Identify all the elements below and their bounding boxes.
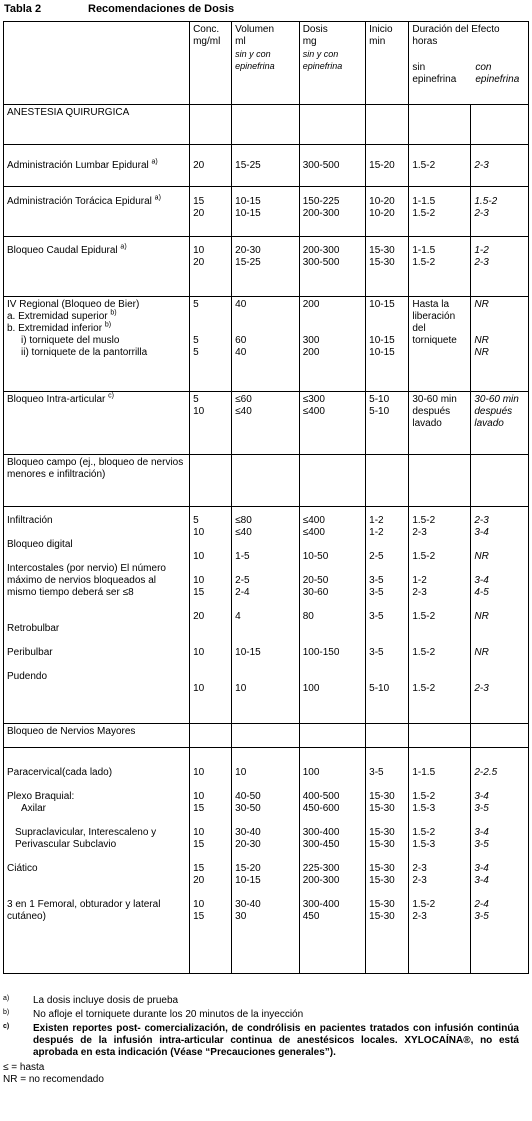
table-cell-value: 3-4 xyxy=(474,791,489,802)
table-cell-value: 10 xyxy=(193,899,205,910)
table-cell-value: 15-30 xyxy=(369,803,395,814)
iv-muslo: i) torniquete del muslo xyxy=(21,335,120,346)
table-cell-value: lavado xyxy=(412,418,442,429)
table-cell-value: 100 xyxy=(302,683,320,694)
table-cell-value: 60 xyxy=(235,335,247,346)
footnote-c-marker: c) xyxy=(3,1023,10,1030)
table-cell-value: ≤40 xyxy=(235,406,252,417)
table-cell-value: 1.5-3 xyxy=(412,803,436,814)
perivascular-label: Perivascular Subclavio xyxy=(15,839,117,850)
table-cell-value xyxy=(193,323,229,335)
table-cell-value xyxy=(303,311,363,323)
table-cell-value: ≤60 xyxy=(235,394,252,405)
table-cell-value: 2-3 xyxy=(474,515,489,526)
row-caudal: Bloqueo Caudal Epidural $^{a)}$ 10 20 20-30 15-25 200-300 300-500 15-30 15-30 1-1.5 1.5-2 1-2 2-3 xyxy=(4,237,529,297)
table-cell-value: 3-4 xyxy=(474,575,489,586)
table-cell-value: 10-15 xyxy=(235,647,261,658)
table-cell-value: 15-30 xyxy=(369,827,395,838)
table-cell-value: 200-300 xyxy=(302,208,340,219)
table-cell-value: Inicio xyxy=(369,24,393,35)
table-cell-value: 1.5-2 xyxy=(412,611,436,622)
table-cell-value: del xyxy=(412,323,426,334)
table-cell-value: 10 xyxy=(193,827,205,838)
table-cell-value: 5 xyxy=(193,335,199,346)
footnote-b-text: No afloje el torniquete durante los 20 minutos de la inyección xyxy=(33,1009,304,1020)
table-cell-value: 1-2 xyxy=(412,575,427,586)
table-cell-value: 10-20 xyxy=(369,196,395,207)
table-cell-value: 30-40 xyxy=(235,899,261,910)
retrobulbar-label: Retrobulbar xyxy=(7,623,60,634)
table-cell-value: 15-25 xyxy=(235,160,261,171)
table-cell-value: 5 xyxy=(193,394,199,405)
table-cell-value: 5 xyxy=(193,515,199,526)
table-cell-value: NR xyxy=(474,647,489,658)
table-cell-value: 10 xyxy=(235,683,247,694)
table-cell-value: después xyxy=(474,406,513,417)
table-cell-value: después xyxy=(412,406,451,417)
table-cell-value: 10-15 xyxy=(369,299,395,310)
table-cell-value: epinefrina xyxy=(475,74,520,85)
table-cell-value: 1.5-2 xyxy=(412,683,436,694)
table-cell-value: 5 xyxy=(193,347,199,358)
bloqueo-campo-label: Bloqueo campo (ej., bloqueo de nervios menores e infiltración) xyxy=(7,457,184,480)
table-cell-value: 15-30 xyxy=(369,875,395,886)
table-cell-value: 1-1.5 xyxy=(412,245,436,256)
table-cell-value: 2-2.5 xyxy=(474,767,498,778)
legend-hasta: ≤ = hasta xyxy=(3,1062,45,1073)
supraclavicular-label: Supraclavicular, Interescaleno y xyxy=(15,827,157,838)
table-cell-value: sin y con xyxy=(302,49,339,59)
header-duracion-label: Duración del Efecto xyxy=(412,24,500,35)
table-cell-value: 3-5 xyxy=(369,767,384,778)
table-cell-value: 3-4 xyxy=(474,875,489,886)
table-cell-value xyxy=(303,323,363,335)
table-cell-value: 20-30 xyxy=(235,245,261,256)
table-cell-value: ml xyxy=(235,36,246,47)
table-cell-value: 450-600 xyxy=(302,803,340,814)
table-cell-value: 5-10 xyxy=(369,394,390,405)
table-cell-value: 1-1.5 xyxy=(412,196,436,207)
table-cell-value: 2-3 xyxy=(474,208,489,219)
table-label: Tabla 2 xyxy=(4,3,42,15)
table-cell-value: 20 xyxy=(193,257,205,268)
iv-label: IV Regional (Bloqueo de Bier) xyxy=(7,299,140,310)
table-cell-value: 300-400 xyxy=(302,899,340,910)
table-cell-value xyxy=(412,347,468,359)
table-cell-value: 20 xyxy=(193,160,205,171)
table-title: Recomendaciones de Dosis xyxy=(88,3,235,15)
paracervical-label: Paracervical(cada lado) xyxy=(7,767,113,778)
table-cell-value xyxy=(474,323,526,335)
table-cell-value: 15-30 xyxy=(369,257,395,268)
table-cell-value: 1.5-2 xyxy=(412,208,436,219)
table-cell-value: 10 xyxy=(193,647,205,658)
table-cell-value: min xyxy=(369,36,386,47)
header-con-epi xyxy=(475,62,519,86)
iv-pantorrilla: ii) torniquete de la pantorrilla xyxy=(21,347,148,358)
table-cell-value: 30-60 xyxy=(302,587,329,598)
table-cell-value: lavado xyxy=(474,418,504,429)
table-cell-value: 10 xyxy=(193,767,205,778)
table-cell-value: 200-300 xyxy=(302,875,340,886)
table-cell-value xyxy=(369,311,406,323)
table-cell-value: mg/ml xyxy=(193,36,221,47)
table-cell-value: 400-500 xyxy=(302,791,340,802)
header-sin-epi xyxy=(412,62,456,86)
table-cell-value: 30-40 xyxy=(235,827,261,838)
axilar-label: Axilar xyxy=(21,803,47,814)
table-cell-value: 40-50 xyxy=(235,791,261,802)
table-cell-value: sin xyxy=(412,62,426,73)
footnotes xyxy=(3,995,519,1086)
table-cell-value: 40 xyxy=(235,299,247,310)
table-cell-value: 10 xyxy=(193,575,205,586)
footnote-c xyxy=(3,1023,519,1059)
table-cell-value: 1.5-3 xyxy=(412,839,436,850)
table-cell-value: 3-5 xyxy=(369,647,384,658)
table-cell-value: 3-5 xyxy=(369,575,384,586)
table-cell-value: 1.5-2 xyxy=(474,196,498,207)
table-cell-value: 10 xyxy=(193,245,205,256)
table-cell-value: 3-5 xyxy=(369,611,384,622)
table-cell-value: 1.5-2 xyxy=(412,551,436,562)
table-cell-value: 450 xyxy=(302,911,320,922)
table-cell-value: 1-2 xyxy=(369,515,384,526)
table-cell-value: 10 xyxy=(193,791,205,802)
table-cell-value: 200 xyxy=(302,347,320,358)
table-cell-value: 3-4 xyxy=(474,527,489,538)
table-cell-value: 200 xyxy=(302,299,320,310)
table-cell-value xyxy=(235,323,297,335)
intra-articular-label: Bloqueo Intra-articular xyxy=(7,394,106,405)
table-cell-value: 15 xyxy=(193,803,205,814)
table-cell-value: ≤40 xyxy=(235,527,252,538)
table-cell-value: 15-30 xyxy=(369,899,395,910)
table-cell-value xyxy=(474,311,526,323)
table-cell-value: 30-60 min xyxy=(412,394,457,405)
table-cell-value: 2-3 xyxy=(412,527,427,538)
table-cell-value: ≤400 xyxy=(302,527,325,538)
table-cell-value: 3-5 xyxy=(369,587,384,598)
legend-nr: NR = no recomendado xyxy=(3,1074,104,1085)
table-cell-value: ≤300 xyxy=(302,394,325,405)
table-cell-value: NR xyxy=(474,299,489,310)
caudal-label: Bloqueo Caudal Epidural xyxy=(7,245,118,256)
dose-table xyxy=(3,21,529,974)
table-cell-value: 5 xyxy=(193,299,199,310)
footnote-a-marker: a) xyxy=(3,995,10,1002)
table-cell-value xyxy=(235,311,297,323)
table-cell-value: Hasta la xyxy=(412,299,450,310)
digital-label: Bloqueo digital xyxy=(7,539,73,550)
table-cell-value: 1.5-2 xyxy=(412,515,436,526)
footnote-a xyxy=(3,995,519,1007)
table-cell-value: 2-3 xyxy=(412,587,427,598)
table-cell-value xyxy=(369,323,406,335)
table-cell-value: 40 xyxy=(235,347,247,358)
table-cell-value: mg xyxy=(302,36,317,47)
table-cell-value: 300-400 xyxy=(302,827,340,838)
table-cell-value: 10-20 xyxy=(369,208,395,219)
table-cell-value: 10-15 xyxy=(369,347,395,358)
footnote-c-text: Existen reportes post- comercialización, de condrólisis en pacientes tratados con infusión continúa después de la infusión intra-articular continua de anestésicos locales. XYLOCAÍNA®, no está aprobada en esta indicación (Véase “Precauciones generales”). xyxy=(33,1023,519,1058)
table-cell-value: 2-4 xyxy=(474,899,489,910)
header-empty xyxy=(4,22,190,105)
table-cell-value: torniquete xyxy=(412,335,457,346)
table-cell-value: 10 xyxy=(193,527,205,538)
table-cell-value: 1-2 xyxy=(369,527,384,538)
table-cell-value: 20 xyxy=(193,875,205,886)
table-cell-value: 10-15 xyxy=(235,875,261,886)
table-cell-value: 2-3 xyxy=(474,160,489,171)
table-cell-value: 10-15 xyxy=(235,196,261,207)
footnote-a-text: La dosis incluye dosis de prueba xyxy=(33,995,179,1006)
lumbar-label: Administración Lumbar Epidural xyxy=(7,160,149,171)
table-cell-value: 15-20 xyxy=(369,160,395,171)
iv-extremidad-inferior: b. Extremidad inferior xyxy=(7,323,103,334)
table-cell-value: 2-5 xyxy=(369,551,384,562)
table-cell-value: 10 xyxy=(193,406,205,417)
table-cell-value: 4 xyxy=(235,611,241,622)
table-cell-value: 10 xyxy=(193,551,205,562)
plexo-label: Plexo Braquial: xyxy=(7,791,75,802)
table-cell-value: ≤400 xyxy=(302,406,325,417)
table-cell-value: 2-4 xyxy=(235,587,250,598)
table-cell-value: epinefrina xyxy=(235,61,275,71)
table-cell-value: 10 xyxy=(235,767,247,778)
table-cell-value: 80 xyxy=(302,611,314,622)
table-cell-value: 15 xyxy=(193,863,205,874)
table-cell-value: 300 xyxy=(302,335,320,346)
table-cell-value: 20-30 xyxy=(235,839,261,850)
infiltracion-label: Infiltración xyxy=(7,515,53,526)
table-cell-value: 1.5-2 xyxy=(412,791,436,802)
table-cell-value: 2-3 xyxy=(412,863,427,874)
table-cell-value: 2-3 xyxy=(474,257,489,268)
table-cell-value: 15-20 xyxy=(235,863,261,874)
row-lumbar: Administración Lumbar Epidural $^{a)}$ 20 15-25 300-500 15-20 1.5-2 2-3 xyxy=(4,145,529,187)
table-cell-value: 30 xyxy=(235,911,247,922)
table-cell-value: NR xyxy=(474,551,489,562)
nervios-mayores-title: Bloqueo de Nervios Mayores xyxy=(7,726,136,737)
table-cell-value: 15 xyxy=(193,196,205,207)
header-inicio xyxy=(366,22,409,105)
ciatico-label: Ciático xyxy=(7,863,38,874)
pudendo-label: Pudendo xyxy=(7,671,48,682)
row-nervios-mayores-group xyxy=(4,748,529,974)
femoral-label: 3 en 1 Femoral, obturador y lateral cutáneo) xyxy=(7,899,161,922)
table-cell-value: 100-150 xyxy=(302,647,340,658)
table-cell-value: 2-5 xyxy=(235,575,250,586)
table-cell-value: 150-225 xyxy=(302,196,340,207)
table-cell-value: 1.5-2 xyxy=(412,827,436,838)
row-iv-regional: IV Regional (Bloqueo de Bier) a. Extremidad superior $^{b)}$ b. Extremidad inferior $^{b)}$ i) torniquete del muslo ii) torniquete de la pantorrilla 5 5 5 40 60 40 200 300 200 10-15 10-15 10-15 Hasta la liberación del torniquete NR NR NR xyxy=(4,297,529,392)
table-cell-value: con xyxy=(475,62,492,73)
table-cell-value xyxy=(193,311,229,323)
row-infiltracion-group xyxy=(4,507,529,724)
table-cell-value: 1.5-2 xyxy=(412,899,436,910)
table-cell-value: 300-500 xyxy=(302,257,340,268)
table-cell-value: 15 xyxy=(193,839,205,850)
table-cell-value: 1-5 xyxy=(235,551,250,562)
table-cell-value: epinefrina xyxy=(302,61,343,71)
table-cell-value: 2-3 xyxy=(412,911,427,922)
table-cell-value: 2-3 xyxy=(412,875,427,886)
header-horas: horas xyxy=(412,36,438,47)
table-cell-value: 20 xyxy=(193,208,205,219)
table-cell-value: 3-5 xyxy=(474,839,489,850)
table-cell-value: 200-300 xyxy=(302,245,340,256)
table-cell-value: 3-5 xyxy=(474,911,489,922)
table-cell-value: 300-450 xyxy=(302,839,340,850)
footnote-b-marker: b) xyxy=(3,1009,10,1016)
table-cell-value: 1.5-2 xyxy=(412,160,436,171)
footnote-b xyxy=(3,1009,519,1021)
toracica-label: Administración Torácica Epidural xyxy=(7,196,152,207)
table-cell-value: 1.5-2 xyxy=(412,647,436,658)
table-cell-value: 15-30 xyxy=(369,863,395,874)
table-cell-value: 15-30 xyxy=(369,245,395,256)
row-bloqueo-campo xyxy=(4,455,529,507)
peribulbar-label: Peribulbar xyxy=(7,647,53,658)
table-cell-value: 1.5-2 xyxy=(412,257,436,268)
table-cell-value: 1-2 xyxy=(474,245,489,256)
table-cell-value: ≤400 xyxy=(302,515,325,526)
table-cell-value: 15 xyxy=(193,911,205,922)
table-cell-value: 3-4 xyxy=(474,827,489,838)
table-cell-value: 20 xyxy=(193,611,205,622)
table-cell-value: 10 xyxy=(193,683,205,694)
table-cell-value: sin y con xyxy=(235,49,271,59)
table-cell-value: NR xyxy=(474,335,489,346)
table-cell-value: 30-60 min xyxy=(474,394,519,405)
table-cell-value: Conc. xyxy=(193,24,220,35)
table-cell-value: 5-10 xyxy=(369,683,390,694)
table-cell-value: 10-50 xyxy=(302,551,329,562)
table-cell-value: 15-30 xyxy=(369,791,395,802)
section-anestesia-row xyxy=(4,105,529,145)
table-cell-value: 4-5 xyxy=(474,587,489,598)
table-cell-value: 3-4 xyxy=(474,863,489,874)
table-cell-value: 10-15 xyxy=(369,335,395,346)
table-cell-value: Dosis xyxy=(302,24,328,35)
table-cell-value: 15 xyxy=(193,587,205,598)
section-nervios-mayores-row xyxy=(4,724,529,748)
table-cell-value: 3-5 xyxy=(474,803,489,814)
table-cell-value: NR xyxy=(474,611,489,622)
header-conc xyxy=(190,22,232,105)
table-cell-value: 5-10 xyxy=(369,406,390,417)
iv-extremidad-superior: a. Extremidad superior xyxy=(7,311,108,322)
table-cell-value: Volumen xyxy=(235,24,275,35)
intercostales-label: Intercostales (por nervio) El número máximo de nervios bloqueados al mismo tiempo deberá ser ≤8 xyxy=(7,563,166,598)
row-intra-articular: Bloqueo Intra-articular $^{c)}$ 5 10 ≤60 ≤40 ≤300 ≤400 5-10 5-10 30-60 min después lavado 30-60 min después lavado xyxy=(4,392,529,455)
table-cell-value: 15-25 xyxy=(235,257,261,268)
table-cell-value: liberación xyxy=(412,311,456,322)
row-toracica: Administración Torácica Epidural $^{a)}$ 15 20 10-15 10-15 150-225 200-300 10-20 10-20 1-1.5 1.5-2 1.5-2 2-3 xyxy=(4,187,529,237)
header-dosis xyxy=(299,22,365,105)
table-cell-value: epinefrina xyxy=(412,74,457,85)
table-cell-value: 15-30 xyxy=(369,911,395,922)
table-cell-value: 300-500 xyxy=(302,160,340,171)
section-anestesia-title: ANESTESIA QUIRURGICA xyxy=(7,107,130,118)
header-row xyxy=(4,22,529,105)
table-cell-value: 30-50 xyxy=(235,803,261,814)
header-volumen xyxy=(232,22,300,105)
table-cell-value: 20-50 xyxy=(302,575,329,586)
table-cell-value: ≤80 xyxy=(235,515,252,526)
table-cell-value: 10-15 xyxy=(235,208,261,219)
table-cell-value: NR xyxy=(474,347,489,358)
header-duracion xyxy=(409,22,529,105)
table-cell-value: 15-30 xyxy=(369,839,395,850)
table-cell-value: 100 xyxy=(302,767,320,778)
table-cell-value: 1-1.5 xyxy=(412,767,436,778)
table-cell-value: 2-3 xyxy=(474,683,489,694)
table-cell-value: 225-300 xyxy=(302,863,340,874)
